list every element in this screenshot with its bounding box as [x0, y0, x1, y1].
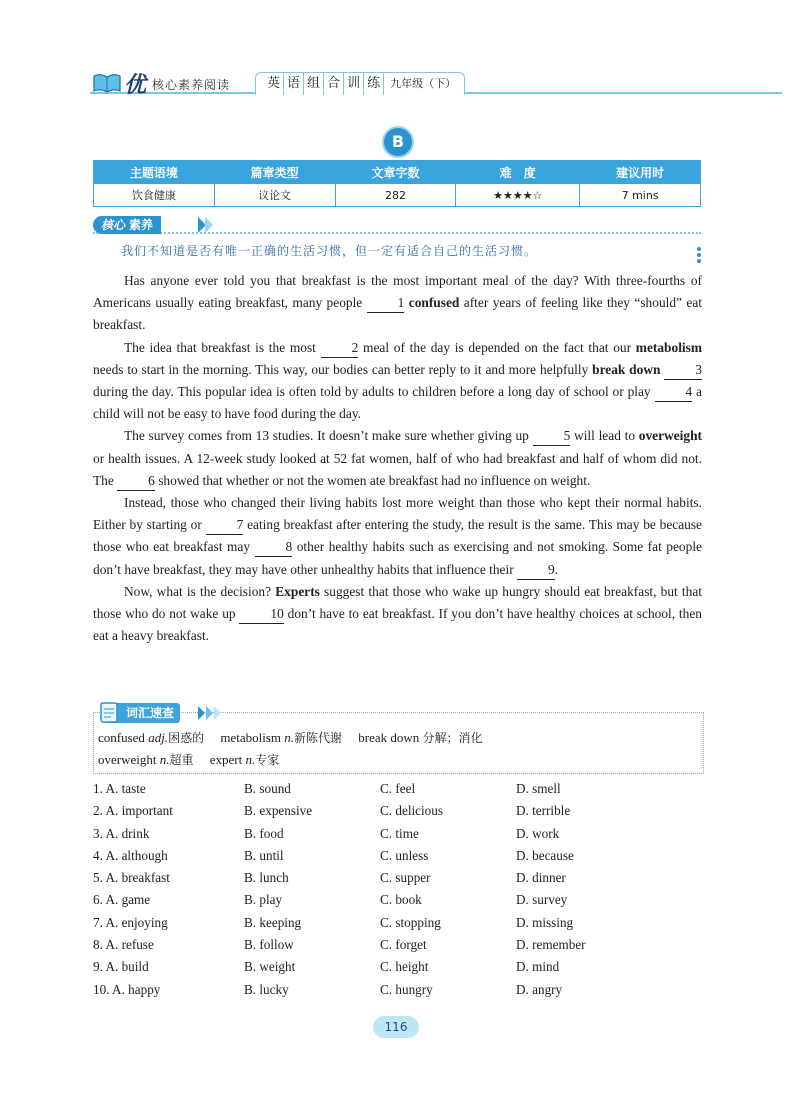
passage-paragraph [93, 492, 702, 581]
option-choice[interactable]: D. terrible [516, 803, 571, 819]
option-choice[interactable]: B. expensive [244, 803, 313, 819]
option-choice[interactable]: D. mind [516, 959, 560, 975]
core-label-a: 核心 [101, 218, 126, 232]
passage-info-table [93, 160, 701, 207]
option-row [93, 848, 702, 870]
option-row [93, 870, 702, 892]
option-choice[interactable]: 7. A. enjoying [93, 914, 168, 930]
vocab-entry: break down 分解；消化 [358, 730, 483, 745]
info-value-cell: ★★★★☆ [456, 184, 580, 207]
brand-logo: 优 [124, 72, 147, 97]
blank-2: 2 [321, 339, 359, 358]
option-choice[interactable]: 3. A. drink [93, 825, 150, 841]
grade-label: 九年级（下） [390, 77, 457, 90]
option-choice[interactable]: D. dinner [516, 870, 566, 886]
page-number: 116 [373, 1016, 419, 1038]
info-value-cell: 7 mins [580, 184, 701, 207]
blank-5: 5 [533, 427, 571, 446]
option-choice[interactable]: B. until [244, 847, 284, 863]
keyword: break down [592, 361, 661, 377]
option-choice[interactable]: 6. A. game [93, 892, 151, 908]
dots-icon [696, 246, 702, 264]
arrow-right-icon [196, 215, 216, 235]
passage-paragraph [93, 337, 702, 426]
vocab-entry: overweight n.超重 [98, 752, 194, 767]
option-choice[interactable]: D. angry [516, 981, 563, 997]
info-value-cell: 饮食健康 [94, 184, 215, 207]
book-title-char: 合 [324, 73, 344, 95]
passage-text: other healthy habits such as exercising and not smoking. Some fat people don’t have breakfast, they may have other unhealthy habits that influence their [93, 539, 702, 577]
option-row [93, 982, 702, 1004]
option-row [93, 892, 702, 914]
book-title-char: 组 [304, 73, 324, 95]
series-title: 核心素养阅读 [152, 78, 231, 92]
blank-8: 8 [255, 538, 293, 557]
book-title-char: 练 [364, 73, 384, 95]
passage-text: Has anyone ever told you that breakfast is the most important meal of the day? With three-fourths of Americans usually eating breakfast, many people [93, 273, 702, 311]
keyword: overweight [638, 428, 702, 444]
passage-paragraph [93, 581, 702, 648]
option-choice[interactable]: C. hungry [380, 981, 433, 997]
option-choice[interactable]: D. remember [516, 937, 586, 953]
passage-text: . [554, 561, 559, 577]
book-title [255, 72, 465, 95]
option-choice[interactable]: C. delicious [380, 803, 444, 819]
info-header-cell: 难 度 [456, 161, 580, 184]
option-choice[interactable]: D. survey [516, 892, 568, 908]
passage-text: suggest that those who wake up hungry should eat breakfast, but that those who do not wake up [93, 583, 702, 622]
blank-9: 9 [517, 561, 555, 580]
option-choice[interactable]: 4. A. although [93, 847, 168, 863]
info-value-cell: 282 [335, 184, 456, 207]
passage-text: a child will not be easy to have food during the day. [93, 384, 703, 422]
info-header-row [94, 161, 701, 184]
option-choice[interactable]: B. lunch [244, 870, 289, 886]
vocab-line-1 [98, 729, 483, 746]
option-choice[interactable]: B. keeping [244, 914, 302, 930]
answer-options [93, 781, 702, 1004]
option-choice[interactable]: B. play [244, 892, 283, 908]
blank-4: 4 [655, 383, 693, 402]
option-choice[interactable]: B. weight [244, 959, 296, 975]
option-choice[interactable]: C. book [380, 892, 422, 908]
option-choice[interactable]: B. follow [244, 937, 294, 953]
passage-text: showed that whether or not the women ate breakfast had no influence on weight. [154, 472, 591, 488]
vocab-entry: confused adj.困惑的 [98, 730, 205, 745]
core-label [93, 216, 161, 234]
book-title-char: 英 [264, 73, 284, 95]
passage-text: after years of feeling like they “should” eat breakfast. [93, 295, 702, 333]
option-choice[interactable]: B. food [244, 825, 284, 841]
option-row [93, 803, 702, 825]
option-row [93, 937, 702, 959]
passage-text: Now, what is the decision? [124, 583, 276, 599]
book-logo-icon [92, 72, 122, 94]
passage-text: The survey comes from 13 studies. It doesn’t make sure whether giving up [124, 428, 533, 444]
option-choice[interactable]: D. because [516, 847, 574, 863]
info-header-cell: 文章字数 [335, 161, 456, 184]
blank-3: 3 [664, 361, 702, 380]
option-choice[interactable]: C. height [380, 959, 429, 975]
passage-text: needs to start in the morning. This way, our bodies can better reply to it and more helpfully [93, 361, 593, 377]
vocab-entry: expert n.专家 [209, 752, 280, 767]
option-choice[interactable]: 5. A. breakfast [93, 870, 170, 886]
info-value-cell: 议论文 [214, 184, 335, 207]
reading-passage [93, 270, 702, 647]
option-choice[interactable]: 9. A. build [93, 959, 149, 975]
section-badge: B [382, 126, 414, 158]
option-row [93, 959, 702, 981]
passage-text: or health issues. A 12-week study looked at 52 fat women, half of who had breakfast and half of whom did not. The [93, 450, 702, 488]
option-choice[interactable]: C. time [380, 825, 419, 841]
core-quote: 我们不知道是否有唯一正确的生活习惯，但一定有适合自己的生活习惯。 [121, 244, 538, 258]
blank-6: 6 [117, 472, 155, 491]
vocab-title: 词汇速查 [104, 703, 180, 723]
blank-7: 7 [206, 516, 244, 535]
option-choice[interactable]: 2. A. important [93, 803, 173, 819]
passage-text: don’t have to eat breakfast. If you don’t have healthy choices at school, then eat a heavy breakfast. [93, 606, 702, 644]
arrow-right-icon [196, 704, 226, 722]
passage-paragraph [93, 270, 702, 337]
blank-1: 1 [367, 294, 405, 313]
passage-paragraph [93, 425, 702, 492]
info-header-cell: 篇章类型 [214, 161, 335, 184]
option-choice[interactable]: B. lucky [244, 981, 289, 997]
passage-text: during the day. This popular idea is often told by adults to children before a long day of school or play [93, 384, 655, 400]
core-label-b: 素养 [129, 218, 154, 232]
vocab-entry: metabolism n.新陈代谢 [220, 730, 343, 745]
book-title-char: 语 [284, 73, 304, 95]
notebook-icon [98, 700, 120, 724]
option-choice[interactable]: D. smell [516, 781, 561, 796]
option-choice[interactable]: C. unless [380, 847, 429, 863]
vocab-line-2 [98, 751, 279, 768]
option-choice[interactable]: C. forget [380, 937, 427, 953]
passage-text: eating breakfast after entering the study, the result is the same. This may be because those who eat breakfast may [93, 517, 702, 555]
option-choice[interactable]: C. feel [380, 781, 416, 796]
option-row [93, 781, 702, 803]
option-choice[interactable]: B. sound [244, 781, 291, 796]
book-title-char: 训 [344, 73, 364, 95]
option-choice[interactable]: D. missing [516, 914, 574, 930]
passage-text: Instead, those who changed their living habits lost more weight than those who kept their normal habits. Either by starting or [93, 495, 702, 533]
option-choice[interactable]: D. work [516, 825, 560, 841]
info-header-cell: 建议用时 [580, 161, 701, 184]
blank-10: 10 [239, 605, 283, 624]
keyword: Experts [275, 583, 320, 599]
info-value-row [94, 184, 701, 207]
passage-text: The idea that breakfast is the most [124, 339, 321, 355]
option-choice[interactable]: 10. A. happy [93, 981, 161, 997]
option-row [93, 915, 702, 937]
option-choice[interactable]: C. stopping [380, 914, 441, 930]
option-choice[interactable]: C. supper [380, 870, 431, 886]
option-choice[interactable]: 8. A. refuse [93, 937, 154, 953]
core-divider [93, 218, 701, 234]
passage-text: meal of the day is depended on the fact that our [358, 339, 636, 355]
passage-text: will lead to [570, 428, 639, 444]
option-choice[interactable]: 1. A. taste [93, 781, 146, 796]
option-row [93, 826, 702, 848]
keyword: confused [408, 295, 460, 311]
info-header-cell: 主题语境 [94, 161, 215, 184]
keyword: metabolism [635, 339, 702, 355]
